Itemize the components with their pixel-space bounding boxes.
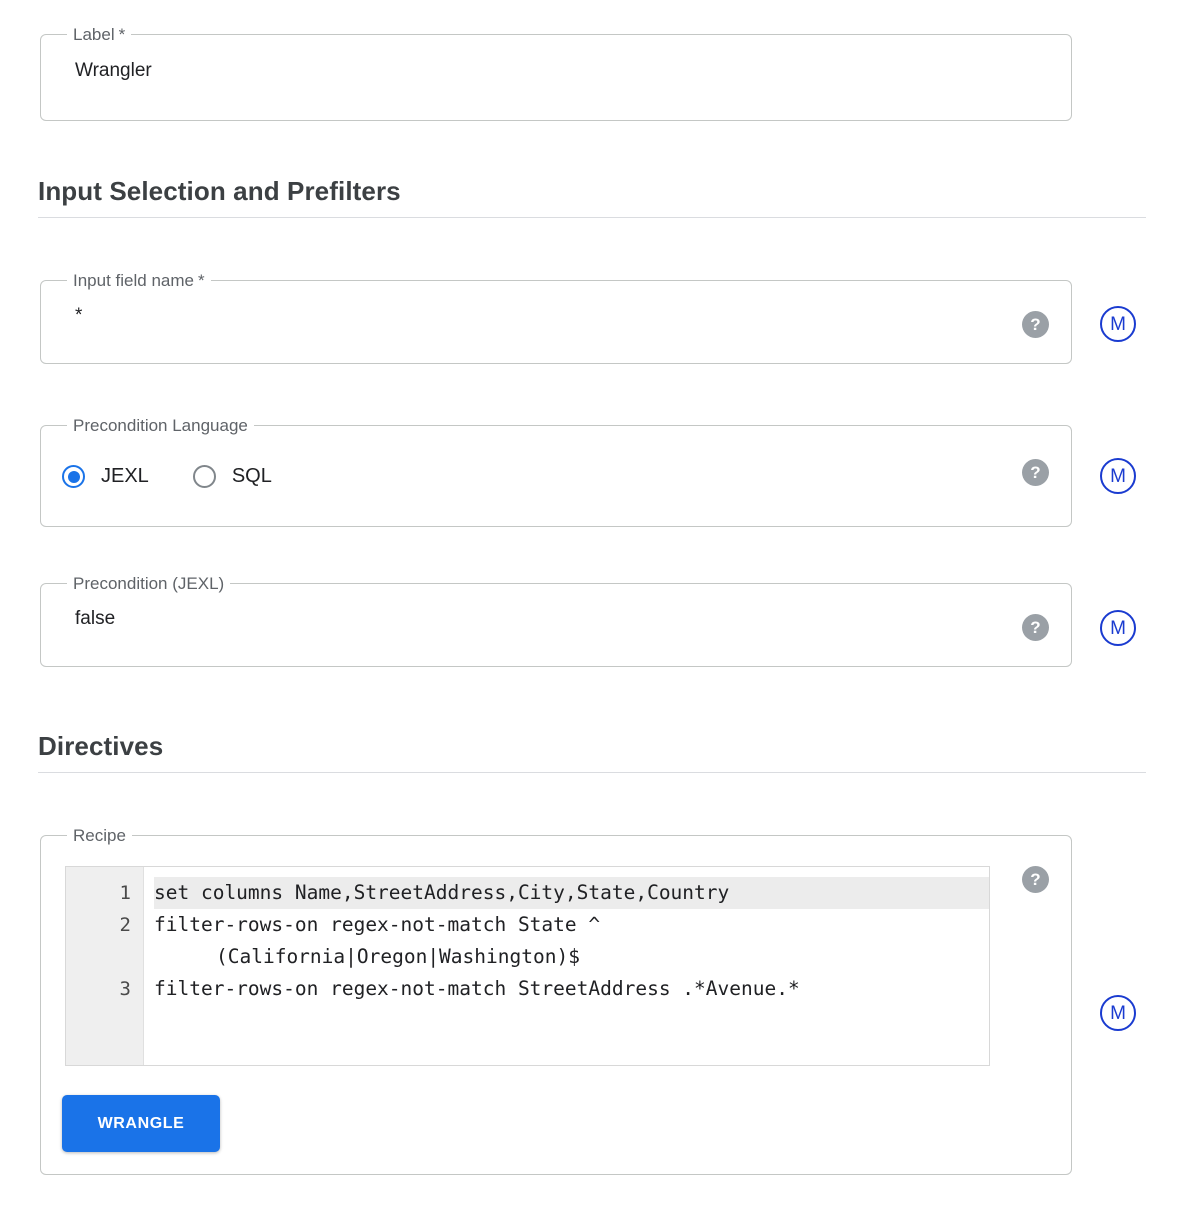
radio-option-sql[interactable]	[193, 465, 272, 488]
label-field[interactable]	[40, 26, 1072, 121]
input-field-name-required-mark: *	[197, 271, 205, 290]
recipe-code-area[interactable]	[144, 867, 989, 1065]
macro-icon-input-field-name[interactable]: M	[1100, 306, 1136, 342]
line-number: 2	[119, 914, 131, 936]
recipe-code-line-continuation[interactable]: (California|Oregon|Washington)$	[216, 945, 580, 968]
recipe-code-editor[interactable]	[65, 866, 990, 1066]
wrangle-button[interactable]: WRANGLE	[62, 1095, 220, 1152]
precondition-legend: Precondition (JEXL)	[73, 574, 225, 593]
precondition-value[interactable]: false	[75, 607, 116, 629]
recipe-line-number-gutter	[66, 867, 144, 1065]
line-number	[66, 941, 143, 973]
line-number: 3	[119, 978, 131, 1000]
recipe-code-line[interactable]: set columns Name,StreetAddress,City,State,Country	[154, 877, 989, 909]
recipe-code-line[interactable]: filter-rows-on regex-not-match State ^	[154, 913, 601, 936]
section-title-input-selection: Input Selection and Prefilters	[38, 176, 401, 206]
recipe-legend: Recipe	[73, 826, 126, 845]
macro-icon-recipe[interactable]: M	[1100, 995, 1136, 1031]
radio-option-jexl[interactable]	[62, 465, 149, 488]
input-field-name-legend-text: Input field name	[73, 271, 194, 290]
precondition-field[interactable]	[40, 575, 1072, 667]
label-field-legend-text: Label	[73, 25, 115, 44]
radio-dot-jexl-icon	[62, 465, 85, 488]
help-icon-recipe[interactable]: ?	[1022, 866, 1049, 893]
input-field-name-field[interactable]	[40, 272, 1072, 364]
radio-label-jexl: JEXL	[101, 465, 149, 487]
section-divider-input-selection	[38, 217, 1146, 218]
radio-label-sql: SQL	[231, 465, 272, 487]
macro-icon-precondition[interactable]: M	[1100, 610, 1136, 646]
precondition-language-legend: Precondition Language	[73, 416, 248, 435]
input-field-name-legend	[67, 272, 211, 289]
label-field-required-mark: *	[118, 25, 126, 44]
help-icon-precondition[interactable]: ?	[1022, 614, 1049, 641]
macro-icon-precondition-language[interactable]: M	[1100, 458, 1136, 494]
help-icon-input-field-name[interactable]: ?	[1022, 311, 1049, 338]
line-number: 1	[119, 882, 131, 904]
input-field-name-value[interactable]: *	[75, 304, 83, 326]
help-icon-precondition-language[interactable]: ?	[1022, 459, 1049, 486]
label-field-legend	[67, 26, 131, 43]
precondition-language-radio-group[interactable]	[62, 465, 316, 488]
section-divider-directives	[38, 772, 1146, 773]
label-field-value[interactable]: Wrangler	[75, 60, 152, 82]
radio-dot-sql-icon	[193, 465, 216, 488]
section-title-directives: Directives	[38, 731, 164, 761]
recipe-code-line[interactable]: filter-rows-on regex-not-match StreetAddress .*Avenue.*	[154, 977, 800, 1000]
